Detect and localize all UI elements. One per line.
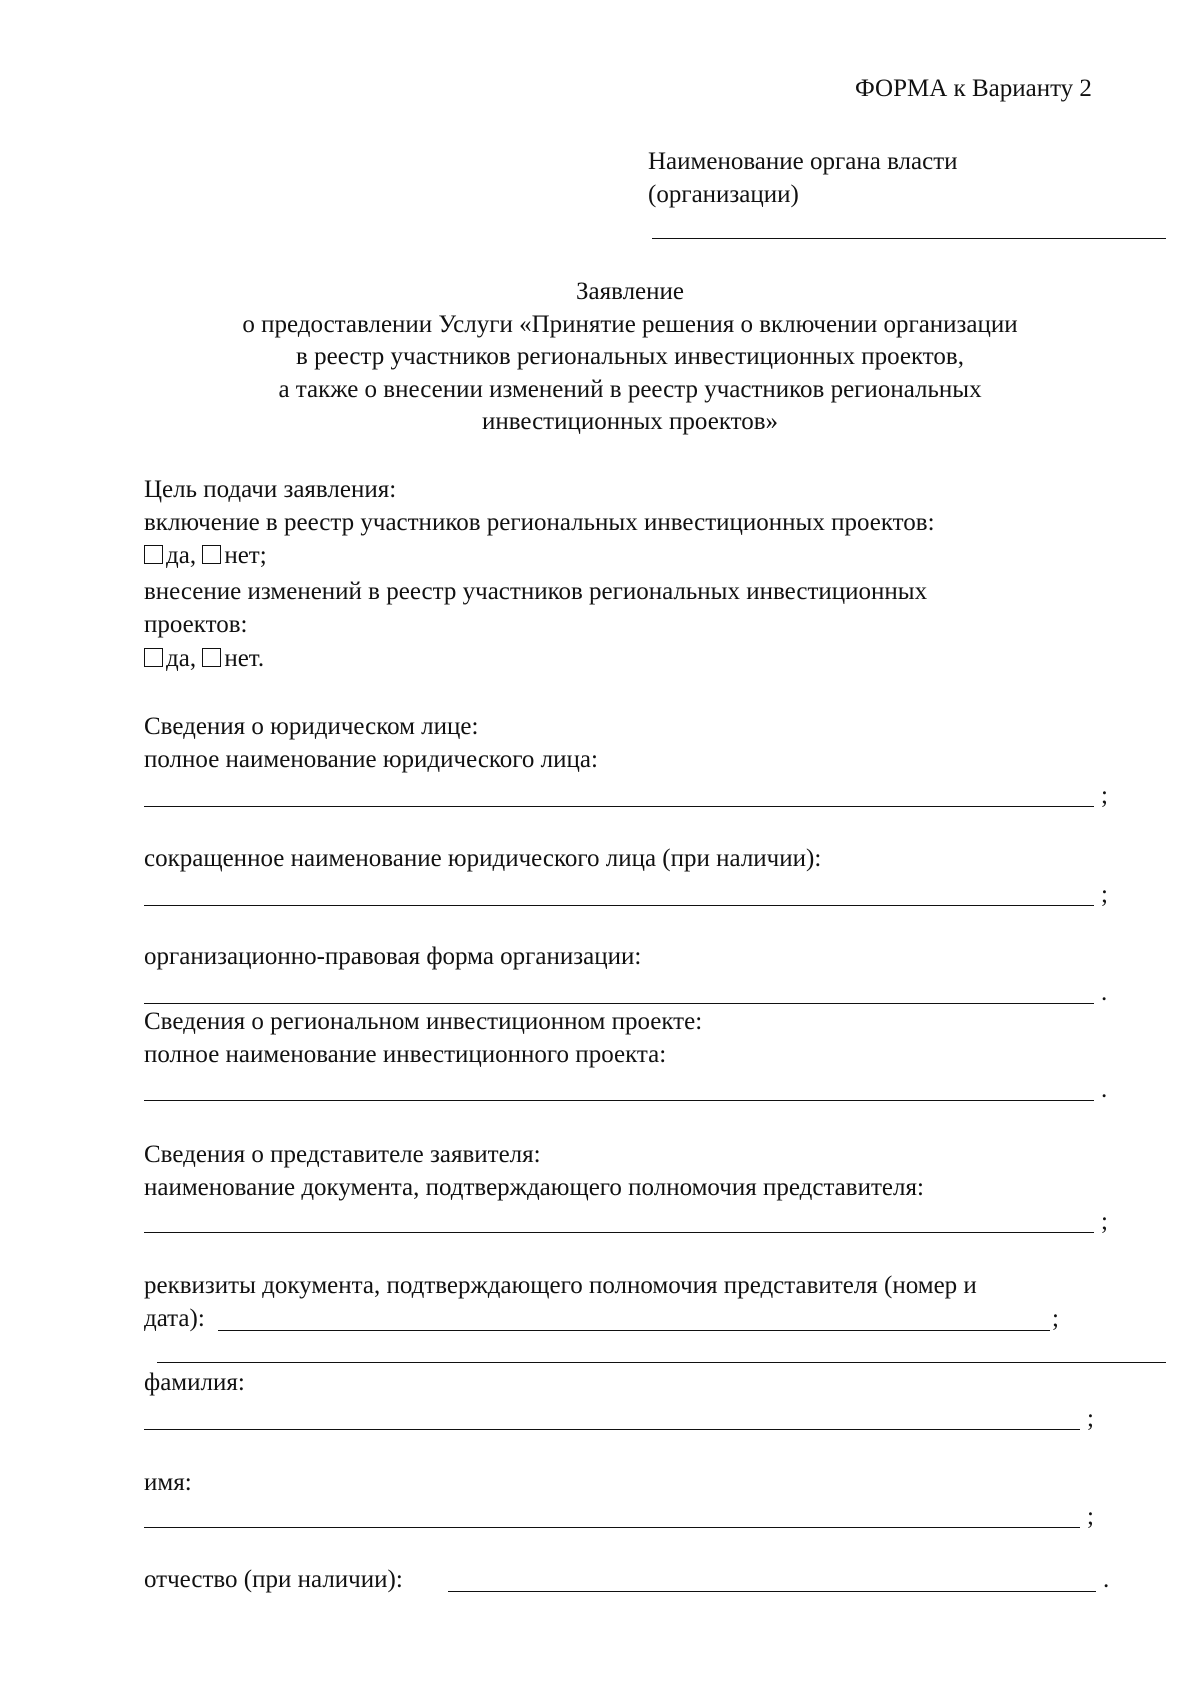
legal-full-name-field[interactable]	[144, 776, 1094, 806]
doc-details-label-line2: дата):	[144, 1305, 205, 1332]
purpose-heading: Цель подачи заявления:	[144, 476, 397, 503]
legal-short-name-end: ;	[1101, 881, 1108, 908]
title-line-1: о предоставлении Услуги «Принятие решения о включении организации	[242, 311, 1018, 338]
title-line-4: инвестиционных проектов»	[481, 408, 779, 435]
patronymic-field[interactable]	[448, 1561, 1096, 1591]
project-full-name-label: полное наименование инвестиционного проекта:	[144, 1041, 667, 1068]
doc-details-continuation-field[interactable]	[157, 1334, 1166, 1364]
representative-heading: Сведения о представителе заявителя:	[144, 1141, 541, 1168]
doc-details-end: ;	[1052, 1305, 1059, 1332]
doc-name-end: ;	[1101, 1208, 1108, 1235]
doc-name-line	[144, 1232, 1094, 1233]
q1-yes-checkbox[interactable]	[144, 545, 163, 564]
name-line	[144, 1527, 1080, 1528]
q2-no-label: нет.	[224, 645, 265, 672]
purpose-q1-options	[144, 540, 267, 572]
project-full-name-end: .	[1101, 1076, 1108, 1103]
title-line-2: в реестр участников региональных инвестиционных проектов,	[296, 343, 964, 370]
doc-details-label-line1: реквизиты документа, подтверждающего полномочия представителя (номер и	[144, 1272, 977, 1299]
legal-full-name-end: ;	[1101, 782, 1108, 809]
org-form-end: .	[1101, 979, 1108, 1006]
purpose-q2-label-line1: внесение изменений в реестр участников региональных инвестиционных	[144, 578, 928, 605]
purpose-q2-options	[144, 643, 264, 675]
q2-yes-label: да,	[166, 645, 197, 672]
legal-entity-heading: Сведения о юридическом лице:	[144, 713, 479, 740]
authority-name-field[interactable]	[652, 208, 1166, 238]
legal-full-name-line	[144, 806, 1094, 807]
document-title: Заявление	[575, 278, 685, 305]
legal-short-name-field[interactable]	[144, 875, 1094, 905]
patronymic-label: отчество (при наличии):	[144, 1566, 403, 1593]
org-form-line	[144, 1003, 1094, 1004]
patronymic-line	[448, 1591, 1096, 1592]
doc-name-label: наименование документа, подтверждающего полномочия представителя:	[144, 1174, 924, 1201]
project-full-name-field[interactable]	[144, 1070, 1094, 1100]
authority-label-line1: Наименование органа власти	[648, 148, 958, 175]
q1-no-label: нет;	[224, 542, 267, 569]
name-label: имя:	[144, 1469, 192, 1496]
legal-short-name-line	[144, 905, 1094, 906]
project-full-name-line	[144, 1100, 1094, 1101]
authority-name-line	[652, 238, 1166, 239]
form-label: ФОРМА к Варианту 2	[855, 75, 1092, 102]
purpose-q1-label: включение в реестр участников региональных инвестиционных проектов:	[144, 509, 935, 536]
surname-line	[144, 1429, 1080, 1430]
surname-end: ;	[1087, 1405, 1094, 1432]
org-form-field[interactable]	[144, 973, 1094, 1003]
org-form-label: организационно-правовая форма организации:	[144, 943, 642, 970]
doc-details-field[interactable]	[218, 1300, 1050, 1330]
name-end: ;	[1087, 1503, 1094, 1530]
surname-field[interactable]	[144, 1399, 1080, 1429]
title-line-3: а также о внесении изменений в реестр участников региональных	[278, 376, 982, 403]
q1-yes-label: да,	[166, 542, 197, 569]
surname-label: фамилия:	[144, 1369, 245, 1396]
purpose-q2-label-line2: проектов:	[144, 611, 248, 638]
q2-yes-checkbox[interactable]	[144, 648, 163, 667]
name-field[interactable]	[144, 1497, 1080, 1527]
doc-name-field[interactable]	[144, 1202, 1094, 1232]
patronymic-end: .	[1103, 1566, 1110, 1593]
authority-label-line2: (организации)	[648, 181, 799, 208]
q2-no-checkbox[interactable]	[202, 648, 221, 667]
legal-full-name-label: полное наименование юридического лица:	[144, 746, 598, 773]
q1-no-checkbox[interactable]	[202, 545, 221, 564]
legal-short-name-label: сокращенное наименование юридического лица (при наличии):	[144, 845, 822, 872]
doc-details-line	[218, 1330, 1050, 1331]
project-heading: Сведения о региональном инвестиционном проекте:	[144, 1008, 703, 1035]
